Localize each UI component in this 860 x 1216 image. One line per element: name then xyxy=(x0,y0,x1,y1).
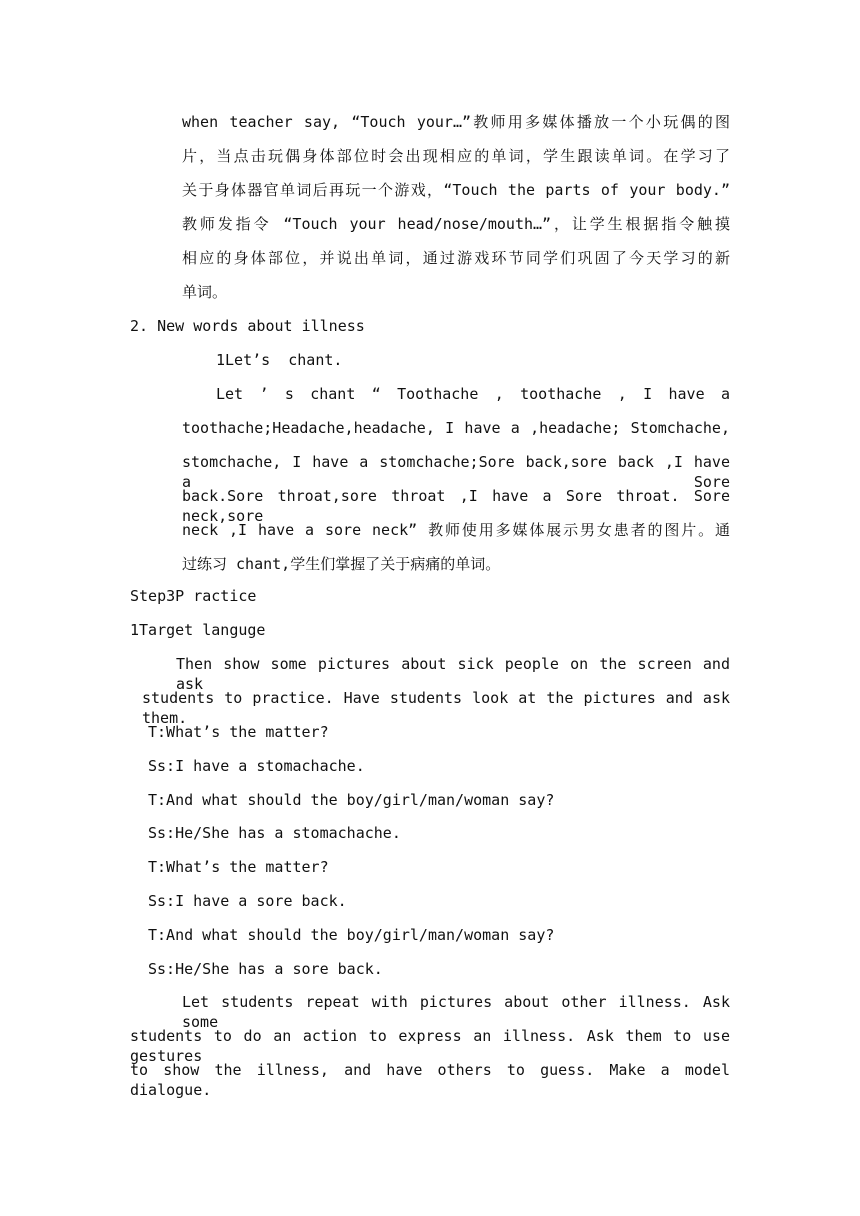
dialogue-line: T:And what should the boy/girl/man/woman say? xyxy=(148,791,555,809)
text-line: neck ,I have a sore neck” 教师使用多媒体展示男女患者的图片。通 xyxy=(182,521,730,539)
text-line: 单词。 xyxy=(182,283,228,301)
text-line: Then show some pictures about sick people on the screen and ask xyxy=(176,655,730,693)
text-line: Let ’ s chant “ Toothache , toothache , I have a xyxy=(216,385,730,403)
text-line: 过练习 chant,学生们掌握了关于病痛的单词。 xyxy=(182,555,501,573)
text-line: toothache;Headache,headache, I have a ,headache; Stomchache, xyxy=(182,419,730,437)
dialogue-line: Ss:He/She has a stomachache. xyxy=(148,824,401,842)
text-line: students to practice. Have students look at the pictures and ask them. xyxy=(142,689,730,727)
text-line: to show the illness, and have others to guess. Make a model dialogue. xyxy=(130,1061,730,1099)
text-line: 教师发指令 “Touch your head/nose/mouth…”，让学生根据指令触摸 xyxy=(182,215,730,233)
text-line: back.Sore throat,sore throat ,I have a Sore throat. Sore neck,sore xyxy=(182,487,730,525)
section-heading-new-words: 2. New words about illness xyxy=(130,317,365,335)
step3-heading: Step3P ractice xyxy=(130,587,257,605)
target-language-heading: 1Target languge xyxy=(130,621,266,639)
text-line: 片，当点击玩偶身体部位时会出现相应的单词，学生跟读单词。在学习了 xyxy=(182,147,730,165)
text-line: Let students repeat with pictures about other illness. Ask some xyxy=(182,993,730,1031)
dialogue-line: T:What’s the matter? xyxy=(148,858,329,876)
text-line: when teacher say, “Touch your…”教师用多媒体播放一个小玩偶的图 xyxy=(182,113,730,131)
dialogue-line: Ss:He/She has a sore back. xyxy=(148,960,383,978)
text-line: 关于身体器官单词后再玩一个游戏，“Touch the parts of your body.” xyxy=(182,181,730,199)
text-line: stomchache, I have a stomchache;Sore back,sore back ,I have a Sore xyxy=(182,453,730,491)
text-line: students to do an action to express an illness. Ask them to use gestures xyxy=(130,1027,730,1065)
chant-heading: 1Let’s chant. xyxy=(216,351,343,369)
dialogue-line: T:What’s the matter? xyxy=(148,723,329,741)
dialogue-line: Ss:I have a sore back. xyxy=(148,892,347,910)
dialogue-line: T:And what should the boy/girl/man/woman say? xyxy=(148,926,555,944)
dialogue-line: Ss:I have a stomachache. xyxy=(148,757,365,775)
text-line: 相应的身体部位，并说出单词，通过游戏环节同学们巩固了今天学习的新 xyxy=(182,249,730,267)
